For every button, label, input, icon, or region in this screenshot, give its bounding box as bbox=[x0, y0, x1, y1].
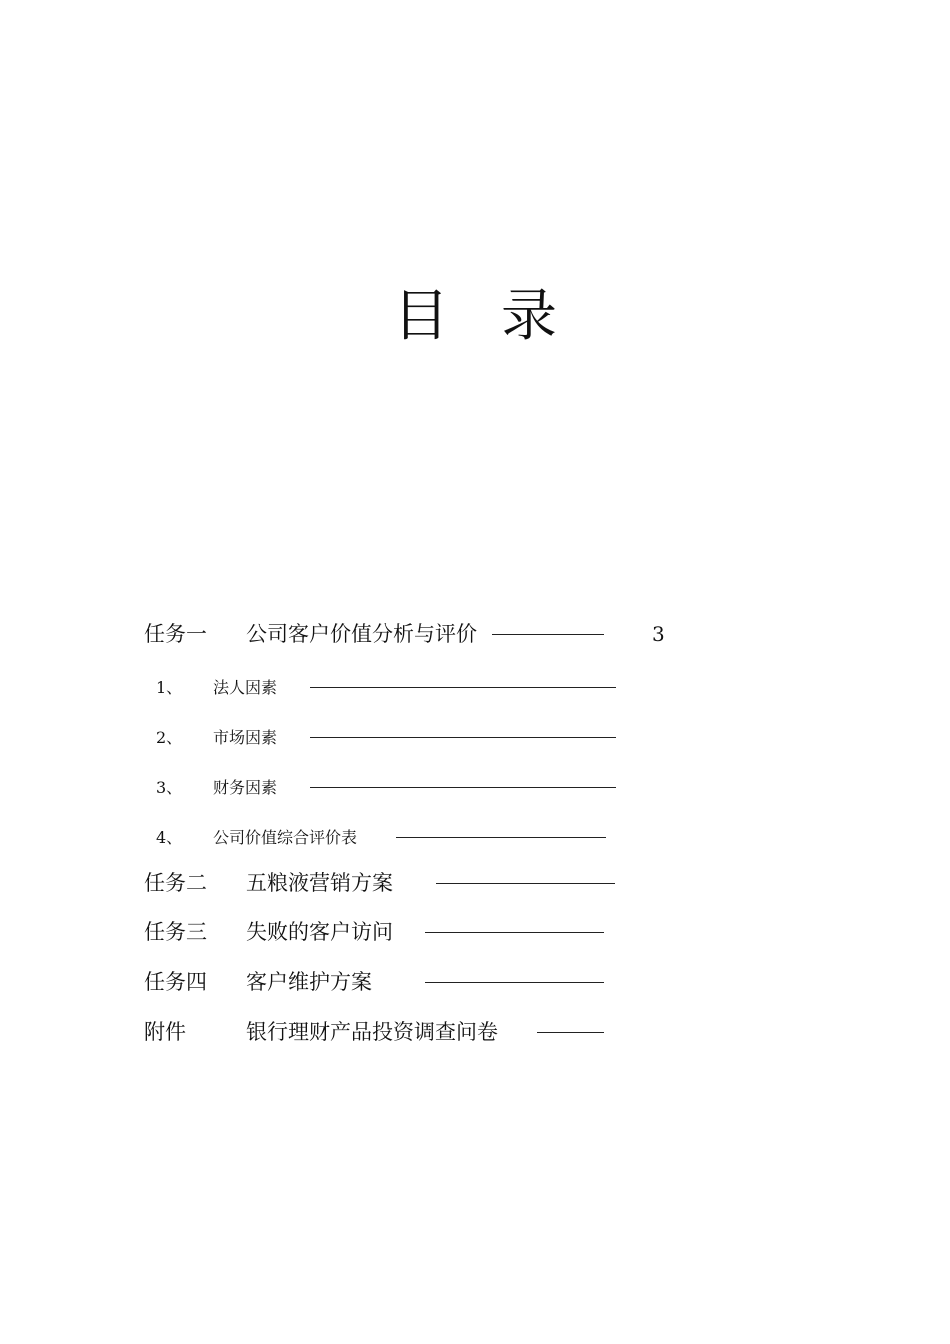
toc-sub4-title: 公司价值综合评价表 bbox=[213, 828, 358, 847]
toc-task1-label: 任务一 bbox=[144, 622, 207, 646]
toc-task2-title: 五粮液营销方案 bbox=[246, 871, 393, 895]
toc-sub3-number: 3、 bbox=[156, 778, 183, 797]
toc-sub3-title: 财务因素 bbox=[213, 778, 278, 797]
toc-sub3-leader bbox=[310, 787, 616, 788]
toc-sub2-title: 市场因素 bbox=[213, 728, 278, 747]
toc-appendix-leader bbox=[537, 1032, 604, 1033]
toc-task1-leader bbox=[492, 634, 604, 635]
toc-task4-title: 客户维护方案 bbox=[246, 970, 372, 994]
toc-sub1-title: 法人因素 bbox=[213, 678, 278, 697]
toc-task4-label: 任务四 bbox=[144, 970, 207, 994]
toc-task2-leader bbox=[436, 883, 615, 884]
toc-sub2-number: 2、 bbox=[156, 728, 183, 747]
title-char-1: 目 bbox=[393, 284, 449, 349]
toc-sub1-leader bbox=[310, 687, 616, 688]
title-char-2: 录 bbox=[501, 284, 557, 349]
toc-sub1-number: 1、 bbox=[156, 678, 183, 697]
toc-task3-leader bbox=[425, 932, 604, 933]
toc-sub2-leader bbox=[310, 737, 616, 738]
toc-task1-title: 公司客户价值分析与评价 bbox=[246, 622, 477, 646]
toc-sub4-leader bbox=[396, 837, 606, 838]
toc-task1-page: 3 bbox=[652, 622, 665, 646]
toc-task3-label: 任务三 bbox=[144, 920, 207, 944]
toc-appendix-label: 附件 bbox=[144, 1020, 186, 1044]
toc-task3-title: 失败的客户访问 bbox=[246, 920, 393, 944]
toc-task4-leader bbox=[425, 982, 604, 983]
toc-sub4-number: 4、 bbox=[156, 828, 183, 847]
toc-task2-label: 任务二 bbox=[144, 871, 207, 895]
toc-appendix-title: 银行理财产品投资调查问卷 bbox=[246, 1020, 498, 1044]
